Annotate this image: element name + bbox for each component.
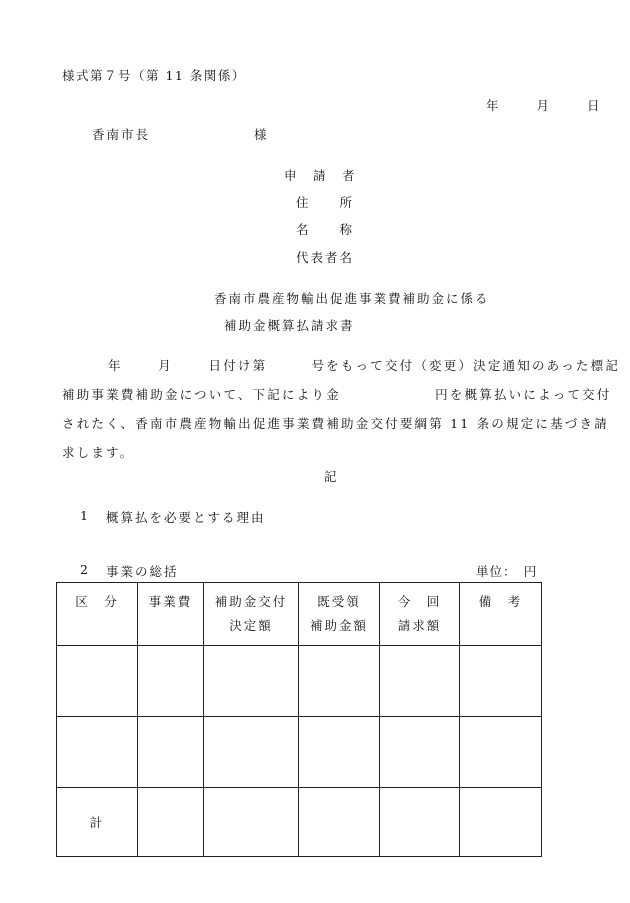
section1-number: 1 [80,508,88,523]
header-remarks: 備 考 [460,583,542,646]
cell-already-received[interactable] [299,717,380,788]
table-row [57,646,542,717]
header-category: 区 分 [57,583,138,646]
section2-label: 事業の総括 [106,564,179,579]
paragraph-line-3: されたく、香南市農産物輸出促進事業費補助金交付要綱第 11 条の規定に基づき請 [62,416,609,431]
document-title-line2: 補助金概算払請求書 [224,318,355,333]
addressee-name: 香南市長 [92,127,151,142]
unit-label: 単位： 円 [476,564,538,579]
cell-category[interactable] [57,717,138,788]
table-total-row [57,788,542,857]
cell-total-project-cost[interactable] [138,788,204,857]
cell-total-current-request[interactable] [380,788,460,857]
paragraph-line-2: 補助事業費補助金について、下記により金 円を概算払いによって交付 [62,387,612,402]
header-grant-decided: 補助金交付 決定額 [204,583,299,646]
header-current-request: 今 回 請求額 [380,583,460,646]
cell-total-remarks[interactable] [460,788,542,857]
cell-remarks[interactable] [460,717,542,788]
header-project-cost: 事業費 [138,583,204,646]
cell-grant-decided[interactable] [204,646,299,717]
total-label: 計 [57,788,138,857]
table-header-row [57,583,542,646]
document-title-line1: 香南市農産物輸出促進事業費補助金に係る [214,291,490,306]
date-line [486,96,599,114]
table-row [57,717,542,788]
cell-total-already-received[interactable] [299,788,380,857]
date-year: 年 [486,98,499,113]
cell-total-grant-decided[interactable] [204,788,299,857]
paragraph-line-1: 年 月 日付け第 号をもって交付（変更）決定通知のあった標記 [108,358,621,373]
record-mark: 記 [324,469,337,484]
addressee-suffix: 様 [254,127,267,142]
applicant-name-label: 名 称 [296,222,355,237]
section1-label: 概算払を必要とする理由 [106,510,266,525]
cell-current-request[interactable] [380,646,460,717]
applicant-representative-label: 代表者名 [296,250,355,265]
header-already-received: 既受領 補助金額 [299,583,380,646]
applicant-heading: 申 請 者 [284,168,357,183]
cell-already-received[interactable] [299,646,380,717]
cell-grant-decided[interactable] [204,717,299,788]
applicant-address-label: 住 所 [296,195,355,210]
cell-current-request[interactable] [380,717,460,788]
form-number: 様式第７号（第 11 条関係） [62,68,246,83]
date-month: 月 [536,98,549,113]
project-summary-table [56,582,542,857]
cell-remarks[interactable] [460,646,542,717]
paragraph-line-4: 求します。 [62,445,135,460]
section2-number: 2 [80,562,88,577]
date-day: 日 [586,98,600,113]
request-paragraph [62,351,621,467]
cell-category[interactable] [57,646,138,717]
cell-project-cost[interactable] [138,717,204,788]
cell-project-cost[interactable] [138,646,204,717]
